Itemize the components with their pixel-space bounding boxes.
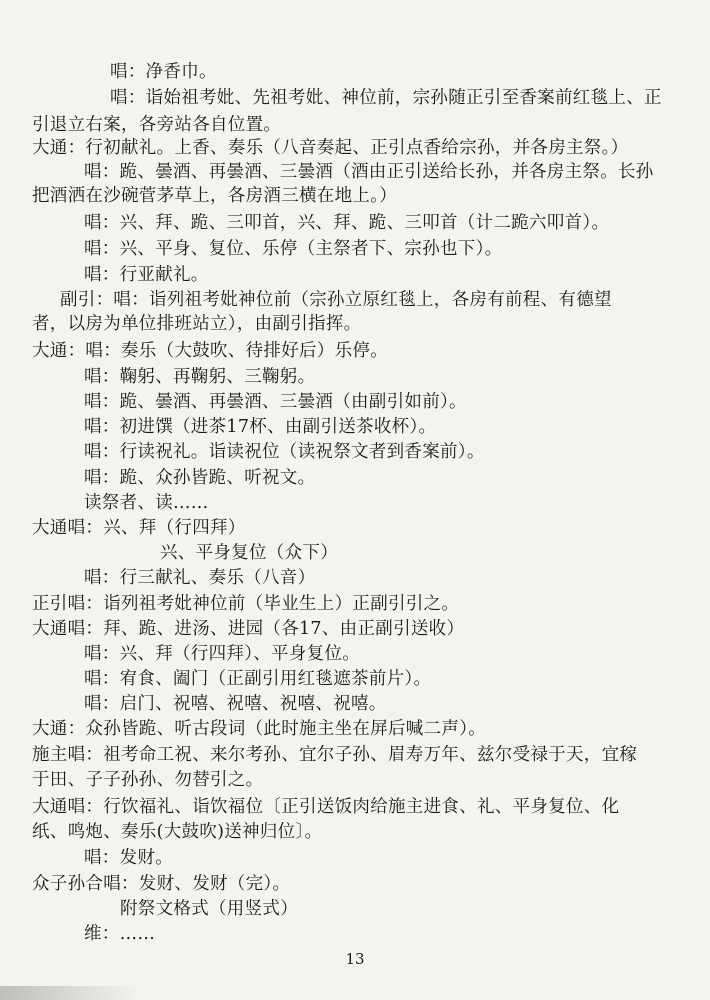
text-line: 引退立右案，各旁站各自位置。 <box>32 115 282 135</box>
text-line: 把酒洒在沙碗菅茅草上，各房酒三横在地上。） <box>32 186 398 206</box>
text-line: 副引：唱：诣列祖考妣神位前（宗孙立原红毯上，各房有前程、有德望 <box>60 290 612 310</box>
text-line: 唱：跪、曇酒、再曇酒、三曇酒（酒由正引送给长孙，并各房主祭。长孙 <box>84 162 654 182</box>
text-line: 附祭文格式（用竖式） <box>120 899 298 919</box>
text-line: 唱：跪、众孙皆跪、听祝文。 <box>84 468 316 488</box>
text-line: 于田、子子孙孙、勿替引之。 <box>32 770 264 790</box>
text-line: 大通唱：兴、拜（行四拜） <box>32 518 246 538</box>
text-line: 唱：初进馔（进茶17杯、由副引送茶收杯）。 <box>84 417 437 437</box>
text-line: 众子孙合唱：发财、发财（完）。 <box>32 874 291 894</box>
text-line: 唱：行三献礼、奏乐（八音） <box>84 568 316 588</box>
text-line: 大通：众孙皆跪、听古段词（此时施主坐在屏后喊二声）。 <box>32 719 487 739</box>
text-line: 唱：兴、平身、复位、乐停（主祭者下、宗孙也下）。 <box>84 239 503 259</box>
text-line: 纸、鸣炮、奏乐(大鼓吹)送神归位〕。 <box>32 822 323 842</box>
text-line: 唱：行亚献礼。 <box>84 265 209 285</box>
text-line: 大通唱：行饮福礼、诣饮福位〔正引送饭肉给施主进食、礼、平身复位、化 <box>32 797 620 817</box>
text-line: 唱：行读祝礼。诣读祝位（读祝祭文者到香案前）。 <box>84 442 485 462</box>
text-line: 者，以房为单位排班站立），由副引指挥。 <box>32 314 362 334</box>
text-line: 读祭者、读…… <box>84 493 209 513</box>
text-line: 大通：行初献礼。上香、奏乐（八音奏起、正引点香给宗孙，并各房主祭。） <box>32 138 629 158</box>
text-line: 唱：净香巾。 <box>110 62 217 82</box>
text-line: 唱：兴、拜、跪、三叩首，兴、拜、跪、三叩首（计二跪六叩首）。 <box>84 213 610 233</box>
text-line: 唱：跪、曇酒、再曇酒、三曇酒（由副引如前）。 <box>84 392 467 412</box>
text-line: 唱：兴、拜（行四拜）、平身复位。 <box>84 644 361 664</box>
text-line: 大通唱：拜、跪、进汤、进园（各17、由正副引送收） <box>32 619 465 639</box>
text-line: 唱：诣始祖考妣、先祖考妣、神位前，宗孙随正引至香案前红毯上、正 <box>110 88 662 108</box>
scan-smudge <box>0 986 140 1000</box>
text-line: 唱：鞠躬、再鞠躬、三鞠躬。 <box>84 367 316 387</box>
text-line: 维：…… <box>84 924 156 944</box>
text-line: 唱：宥食、阖门（正副引用红毯遮茶前片）。 <box>84 669 432 689</box>
text-line: 大通：唱：奏乐（大鼓吹、待排好后）乐停。 <box>32 341 388 361</box>
text-line: 唱：启门、祝嘻、祝嘻、祝嘻、祝嘻。 <box>84 694 387 714</box>
text-line: 唱：发财。 <box>84 848 173 868</box>
page-number: 13 <box>345 950 365 968</box>
text-line: 兴、平身复位（众下） <box>160 543 338 563</box>
text-line: 施主唱：祖考命工祝、来尔考孙、宜尔子孙、眉寿万年、兹尔受禄于天，宜稼 <box>32 745 638 765</box>
text-line: 正引唱：诣列祖考妣神位前（毕业生上）正副引引之。 <box>32 594 460 614</box>
